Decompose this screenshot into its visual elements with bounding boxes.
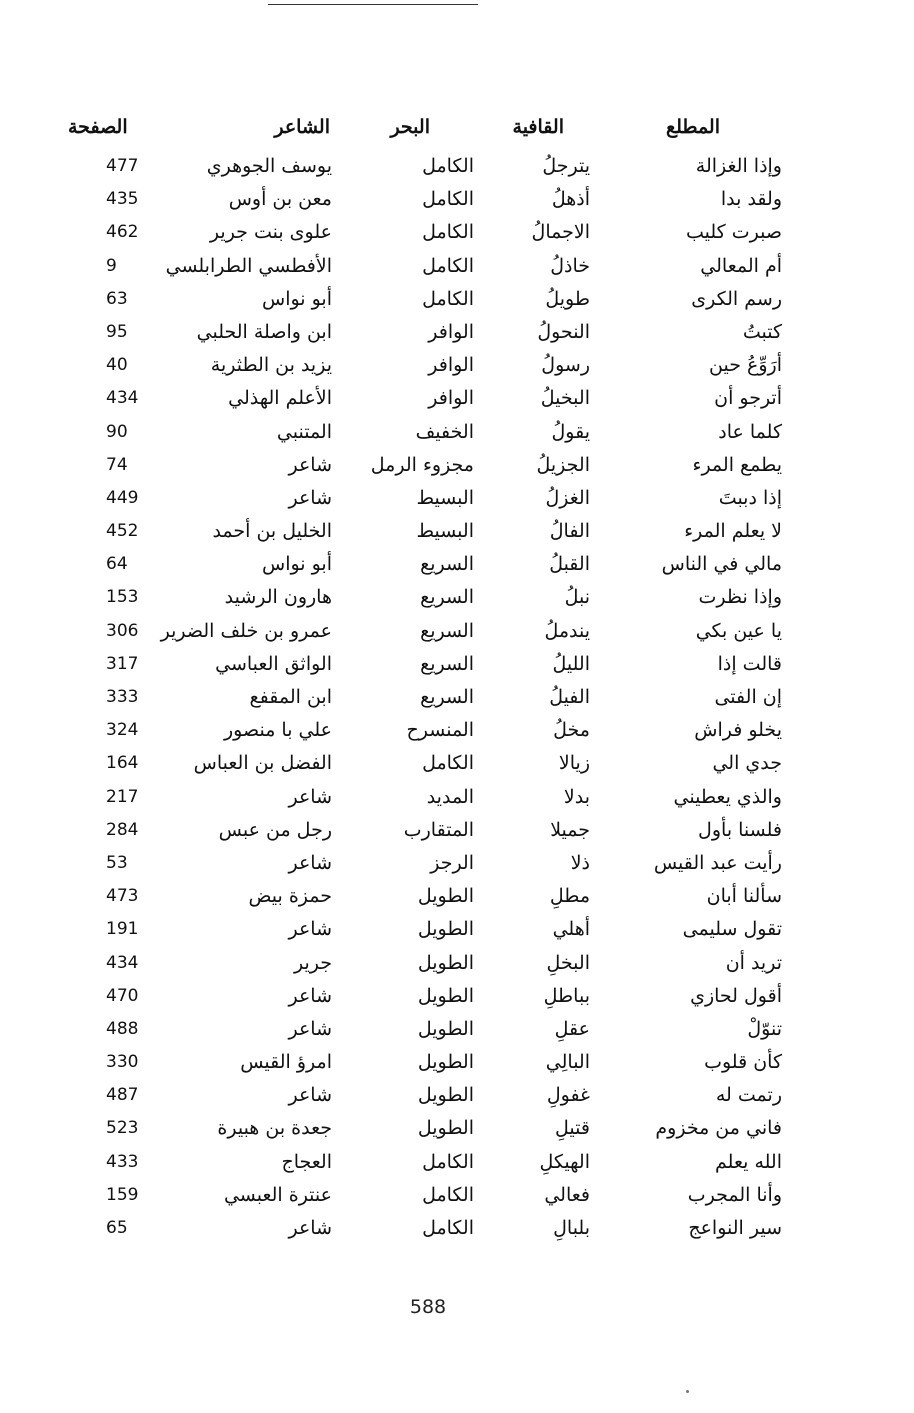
cell-matla: ولقد بدا <box>720 188 782 211</box>
cell-qafiya: أذهلُ <box>551 188 590 211</box>
cell-page: 284 <box>106 819 139 840</box>
cell-bahr: الطويل <box>417 885 474 908</box>
table-row <box>60 349 800 382</box>
table-row <box>60 416 800 449</box>
cell-shaer: علي با منصور <box>224 719 332 742</box>
cell-shaer: حمزة بيض <box>248 885 332 908</box>
table-row <box>60 515 800 548</box>
table-row <box>60 216 800 249</box>
cell-shaer: امرؤ القيس <box>240 1051 332 1074</box>
header-shaer: الشاعر <box>274 116 330 138</box>
cell-matla: رأيت عبد القيس <box>653 851 782 874</box>
table-row <box>60 250 800 283</box>
cell-page: 53 <box>106 852 128 873</box>
cell-page: 90 <box>106 421 128 442</box>
table-row <box>60 913 800 946</box>
cell-page: 217 <box>106 786 139 807</box>
cell-bahr: البسيط <box>416 486 474 509</box>
cell-shaer: شاعر <box>288 984 332 1007</box>
cell-page: 64 <box>106 554 128 575</box>
cell-shaer: شاعر <box>288 1217 332 1239</box>
cell-bahr: الكامل <box>422 287 474 310</box>
table-row <box>60 747 800 780</box>
cell-page: 473 <box>106 886 139 907</box>
cell-bahr: الوافر <box>428 387 474 410</box>
cell-matla: كتبتُ <box>742 320 782 343</box>
cell-bahr: الطويل <box>417 1051 474 1074</box>
cell-qafiya: زيالا <box>558 752 590 775</box>
cell-qafiya: بدلا <box>563 785 590 808</box>
cell-qafiya: عقلِ <box>554 1017 590 1040</box>
table-row <box>60 1013 800 1046</box>
cell-bahr: الطويل <box>417 1117 474 1140</box>
cell-shaer: شاعر <box>288 1084 332 1107</box>
cell-matla: وأنا المجرب <box>687 1183 782 1206</box>
cell-qafiya: البالِي <box>545 1051 590 1074</box>
cell-matla: الله يعلم <box>715 1150 782 1173</box>
page-number: 588 <box>409 1296 447 1318</box>
cell-page: 330 <box>106 1052 139 1073</box>
cell-shaer: شاعر <box>288 453 332 476</box>
cell-bahr: الوافر <box>428 354 474 377</box>
cell-matla: كلما عاد <box>718 420 782 443</box>
cell-shaer: يوسف الجوهري <box>206 155 332 177</box>
cell-matla: صبرت كليب <box>685 221 782 244</box>
cell-matla: قالت إذا <box>717 652 782 675</box>
cell-qafiya: ذلا <box>570 851 590 874</box>
header-matla: المطلع <box>665 116 720 138</box>
cell-bahr: السريع <box>420 686 474 708</box>
cell-qafiya: نبلُ <box>564 586 590 609</box>
header-qafiya: القافية <box>512 116 564 138</box>
table-row <box>60 581 800 614</box>
cell-matla: رسم الكرى <box>691 287 782 310</box>
cell-page: 65 <box>106 1218 128 1238</box>
cell-bahr: الكامل <box>422 155 474 177</box>
table-row <box>60 615 800 648</box>
cell-shaer: عمرو بن خلف الضرير <box>160 619 332 642</box>
cell-matla: وإذا نظرت <box>698 586 782 609</box>
cell-shaer: هارون الرشيد <box>224 586 332 609</box>
cell-shaer: الأعلم الهذلي <box>228 387 332 410</box>
table-row <box>60 847 800 880</box>
cell-page: 462 <box>106 222 139 243</box>
cell-shaer: شاعر <box>288 785 332 808</box>
cell-qafiya: فعالي <box>544 1183 590 1206</box>
table-row <box>60 714 800 747</box>
cell-page: 435 <box>106 189 139 210</box>
table-row <box>60 947 800 980</box>
cell-matla: فلسنا بأول <box>698 818 782 841</box>
cell-page: 452 <box>106 521 139 542</box>
cell-page: 164 <box>106 753 139 774</box>
cell-shaer: الفضل بن العباس <box>193 752 332 775</box>
cell-bahr: الطويل <box>417 918 474 941</box>
cell-page: 324 <box>106 720 139 741</box>
cell-qafiya: القبلُ <box>549 553 590 576</box>
cell-bahr: الكامل <box>422 1183 474 1206</box>
cell-matla: تريد أن <box>725 951 782 974</box>
cell-page: 306 <box>106 620 139 641</box>
cell-qafiya: الفالُ <box>549 520 590 543</box>
cell-qafiya: بباطلِ <box>543 984 590 1007</box>
cell-qafiya: الجزيلُ <box>536 453 590 476</box>
cell-shaer: جعدة بن هبيرة <box>217 1117 332 1140</box>
table-row <box>60 1179 800 1212</box>
cell-bahr: مجزوء الرمل <box>370 453 474 476</box>
cell-qafiya: البخيلُ <box>540 387 590 410</box>
cell-bahr: الطويل <box>417 951 474 974</box>
cell-matla: إن الفتى <box>714 686 782 708</box>
cell-bahr: الرجز <box>430 851 474 874</box>
cell-matla: يخلو فراش <box>694 719 782 742</box>
cell-qafiya: الفيلُ <box>549 686 590 708</box>
cell-matla: يطمع المرء <box>692 453 782 476</box>
table-row <box>60 1212 800 1245</box>
top-rule <box>268 4 478 5</box>
cell-bahr: المديد <box>426 785 474 808</box>
table-row <box>60 814 800 847</box>
cell-shaer: أبو نواس <box>262 553 332 576</box>
cell-shaer: يزيد بن الطثرية <box>210 354 332 377</box>
speck-mark <box>686 1390 689 1393</box>
table-header <box>60 108 800 150</box>
cell-matla: كأن قلوب <box>704 1051 782 1074</box>
cell-shaer: أبو نواس <box>262 287 332 310</box>
cell-page: 523 <box>106 1118 139 1139</box>
cell-page: 434 <box>106 388 139 409</box>
cell-bahr: الطويل <box>417 1084 474 1107</box>
table-row <box>60 648 800 681</box>
index-table <box>60 108 800 1245</box>
cell-qafiya: جميلا <box>550 818 590 841</box>
cell-bahr: المتقارب <box>403 818 474 841</box>
cell-page: 63 <box>106 288 128 309</box>
cell-matla: مالي في الناس <box>661 553 782 576</box>
table-row <box>60 283 800 316</box>
cell-matla: أرَوِّعُ حين <box>709 354 782 377</box>
cell-qafiya: النحولُ <box>537 320 590 343</box>
cell-qafiya: مخلُ <box>553 719 590 742</box>
cell-page: 153 <box>106 587 139 608</box>
table-row <box>60 681 800 714</box>
header-bahr: البحر <box>390 116 430 138</box>
cell-qafiya: رسولُ <box>541 354 590 377</box>
cell-shaer: ابن واصلة الحلبي <box>196 320 332 343</box>
table-row <box>60 183 800 216</box>
table-row <box>60 1079 800 1112</box>
cell-shaer: رجل من عبس <box>218 818 332 841</box>
cell-matla: تقول سليمى <box>682 918 782 941</box>
cell-qafiya: البخلِ <box>546 951 590 974</box>
table-row <box>60 980 800 1013</box>
cell-bahr: السريع <box>420 619 474 642</box>
cell-page: 317 <box>106 653 139 674</box>
cell-matla: يا عين بكي <box>695 619 782 642</box>
cell-page: 191 <box>106 919 139 940</box>
table-body <box>60 150 800 1245</box>
cell-qafiya: قتيلِ <box>555 1117 590 1140</box>
table-row <box>60 449 800 482</box>
cell-page: 487 <box>106 1085 139 1106</box>
cell-bahr: الكامل <box>422 221 474 244</box>
cell-matla: إذا دببتَ <box>718 486 782 509</box>
cell-bahr: السريع <box>420 586 474 609</box>
cell-shaer: شاعر <box>288 918 332 941</box>
cell-page: 95 <box>106 321 128 342</box>
cell-matla: والذي يعطيني <box>673 785 782 808</box>
cell-shaer: علوى بنت جرير <box>209 221 332 244</box>
cell-matla: سألنا أبان <box>706 885 782 908</box>
cell-shaer: شاعر <box>288 486 332 509</box>
cell-shaer: شاعر <box>288 851 332 874</box>
cell-matla: رتمت له <box>715 1084 782 1107</box>
table-row <box>60 1146 800 1179</box>
cell-bahr: الكامل <box>422 752 474 775</box>
cell-qafiya: الهيكلِ <box>539 1150 590 1173</box>
cell-matla: سير النواعج <box>688 1217 782 1239</box>
cell-bahr: البسيط <box>416 520 474 543</box>
cell-matla: جدي الي <box>712 752 782 775</box>
cell-qafiya: أهلي <box>552 918 590 941</box>
cell-shaer: جرير <box>294 951 332 974</box>
cell-bahr: الكامل <box>422 188 474 211</box>
table-row <box>60 316 800 349</box>
header-page: الصفحة <box>68 116 128 138</box>
cell-qafiya: طويلُ <box>545 287 590 310</box>
table-row <box>60 880 800 913</box>
cell-matla: لا يعلم المرء <box>684 520 782 543</box>
cell-matla: وإذا الغزالة <box>695 155 782 177</box>
cell-page: 434 <box>106 952 139 973</box>
cell-shaer: الخليل بن أحمد <box>212 520 332 543</box>
cell-qafiya: خاذلُ <box>550 254 590 277</box>
cell-bahr: السريع <box>420 553 474 576</box>
cell-page: 333 <box>106 687 139 707</box>
cell-matla: تنوّلْ <box>747 1017 782 1040</box>
cell-shaer: العجاج <box>281 1150 332 1173</box>
cell-qafiya: يندملُ <box>544 619 590 642</box>
cell-page: 433 <box>106 1151 139 1172</box>
cell-qafiya: غفولِ <box>546 1084 590 1107</box>
cell-shaer: معن بن أوس <box>228 188 332 211</box>
cell-qafiya: الغزلُ <box>545 486 590 509</box>
cell-shaer: شاعر <box>288 1017 332 1040</box>
cell-page: 449 <box>106 487 139 508</box>
cell-bahr: الطويل <box>417 1017 474 1040</box>
cell-qafiya: بلبالِ <box>553 1217 590 1239</box>
table-row <box>60 150 800 183</box>
cell-bahr: الوافر <box>428 320 474 343</box>
cell-qafiya: يترجلُ <box>542 155 590 177</box>
cell-page: 470 <box>106 985 139 1006</box>
cell-matla: أقول لحازي <box>690 984 782 1007</box>
cell-shaer: عنترة العبسي <box>223 1183 332 1206</box>
cell-page: 74 <box>106 454 128 475</box>
cell-shaer: ابن المقفع <box>249 686 332 708</box>
cell-matla: أترجو أن <box>714 387 782 410</box>
cell-bahr: المنسرح <box>406 719 474 742</box>
cell-bahr: الخفيف <box>415 420 474 443</box>
cell-shaer: الأفطسي الطرابلسي <box>165 254 332 277</box>
table-row <box>60 382 800 415</box>
cell-shaer: المتنبي <box>276 420 332 443</box>
cell-page: 477 <box>106 156 139 176</box>
table-row <box>60 781 800 814</box>
cell-qafiya: يقولُ <box>551 420 590 443</box>
cell-bahr: الكامل <box>422 1217 474 1239</box>
table-row <box>60 482 800 515</box>
cell-qafiya: الليلُ <box>552 652 590 675</box>
cell-qafiya: مطلِ <box>549 885 590 908</box>
table-row <box>60 548 800 581</box>
cell-qafiya: الاجمالُ <box>531 221 590 244</box>
cell-bahr: الكامل <box>422 1150 474 1173</box>
cell-matla: أم المعالي <box>700 254 782 277</box>
cell-bahr: السريع <box>420 652 474 675</box>
cell-bahr: الطويل <box>417 984 474 1007</box>
cell-matla: فاني من مخزوم <box>655 1117 782 1140</box>
cell-bahr: الكامل <box>422 254 474 277</box>
cell-shaer: الواثق العباسي <box>215 652 332 675</box>
cell-page: 9 <box>106 255 117 276</box>
table-row <box>60 1112 800 1145</box>
cell-page: 40 <box>106 355 128 376</box>
cell-page: 488 <box>106 1018 139 1039</box>
cell-page: 159 <box>106 1184 139 1205</box>
table-row <box>60 1046 800 1079</box>
